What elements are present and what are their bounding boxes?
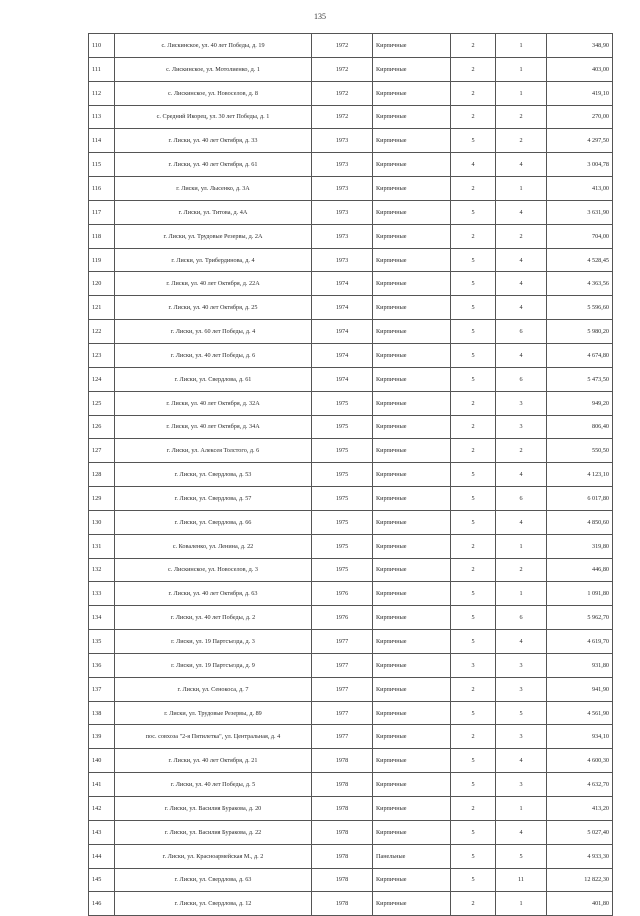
wall-material-cell: Кирпичные (373, 534, 451, 558)
table-row (89, 844, 613, 868)
wall-material-cell: Кирпичные (373, 248, 451, 272)
area-cell: 5 473,50 (547, 367, 613, 391)
address-cell: пос. совхоза "2-я Пятилетка", ул. Центральная, д. 4 (115, 725, 312, 749)
table-row (89, 391, 613, 415)
entrances-cell: 1 (496, 81, 547, 105)
wall-material-cell: Кирпичные (373, 653, 451, 677)
area-cell: 5 980,20 (547, 320, 613, 344)
floors-cell: 5 (451, 272, 496, 296)
area-cell: 941,90 (547, 677, 613, 701)
wall-material-cell: Кирпичные (373, 177, 451, 201)
wall-material-cell: Кирпичные (373, 487, 451, 511)
year-cell: 1973 (312, 153, 373, 177)
address-cell: г. Лиски, ул. 40 лет Победы, д. 5 (115, 773, 312, 797)
floors-cell: 2 (451, 34, 496, 58)
area-cell: 5 962,70 (547, 606, 613, 630)
entrances-cell: 4 (496, 272, 547, 296)
row-number: 142 (89, 797, 115, 821)
address-cell: г. Лиски, ул. 60 лет Победы, д. 4 (115, 320, 312, 344)
entrances-cell: 5 (496, 844, 547, 868)
row-number: 114 (89, 129, 115, 153)
wall-material-cell: Кирпичные (373, 630, 451, 654)
floors-cell: 5 (451, 367, 496, 391)
address-cell: с. Лискинское, ул. 40 лет Победы, д. 19 (115, 34, 312, 58)
table-row (89, 725, 613, 749)
address-cell: г. Лиски, ул. 40 лет Октября, д. 22А (115, 272, 312, 296)
row-number: 146 (89, 892, 115, 916)
address-cell: с. Лискинское, ул. Новоселов, д. 8 (115, 81, 312, 105)
area-cell: 4 528,45 (547, 248, 613, 272)
entrances-cell: 6 (496, 606, 547, 630)
floors-cell: 5 (451, 248, 496, 272)
address-cell: г. Лиски, ул. 19 Партсъезда, д. 9 (115, 653, 312, 677)
year-cell: 1974 (312, 343, 373, 367)
year-cell: 1975 (312, 415, 373, 439)
wall-material-cell: Кирпичные (373, 677, 451, 701)
entrances-cell: 3 (496, 677, 547, 701)
row-number: 139 (89, 725, 115, 749)
address-cell: г. Лиски, ул. Лысенко, д. 3А (115, 177, 312, 201)
address-cell: г. Лиски, ул. 40 лет Октября, д. 34А (115, 415, 312, 439)
area-cell: 4 297,50 (547, 129, 613, 153)
floors-cell: 2 (451, 81, 496, 105)
wall-material-cell: Кирпичные (373, 224, 451, 248)
entrances-cell: 1 (496, 892, 547, 916)
year-cell: 1975 (312, 510, 373, 534)
wall-material-cell: Кирпичные (373, 868, 451, 892)
address-cell: г. Лиски, ул. 40 лет Октября, д. 32А (115, 391, 312, 415)
address-cell: г. Лиски, ул. Красноармейская М., д. 2 (115, 844, 312, 868)
floors-cell: 2 (451, 892, 496, 916)
row-number: 124 (89, 367, 115, 391)
address-cell: г. Лиски, ул. Свердлова, д. 12 (115, 892, 312, 916)
area-cell: 3 004,78 (547, 153, 613, 177)
floors-cell: 5 (451, 749, 496, 773)
area-cell: 3 631,90 (547, 200, 613, 224)
entrances-cell: 11 (496, 868, 547, 892)
table-body (89, 34, 613, 916)
entrances-cell: 1 (496, 57, 547, 81)
year-cell: 1977 (312, 725, 373, 749)
floors-cell: 5 (451, 296, 496, 320)
area-cell: 446,80 (547, 558, 613, 582)
area-cell: 949,20 (547, 391, 613, 415)
year-cell: 1975 (312, 534, 373, 558)
table-row (89, 105, 613, 129)
address-cell: г. Лиски, ул. Свердлова, д. 63 (115, 868, 312, 892)
row-number: 132 (89, 558, 115, 582)
table-row (89, 797, 613, 821)
floors-cell: 2 (451, 797, 496, 821)
table-row (89, 630, 613, 654)
table-row (89, 34, 613, 58)
area-cell: 4 933,30 (547, 844, 613, 868)
table-row (89, 415, 613, 439)
wall-material-cell: Кирпичные (373, 391, 451, 415)
address-cell: г. Лиски, ул. Василия Буракова, д. 22 (115, 820, 312, 844)
floors-cell: 5 (451, 463, 496, 487)
year-cell: 1973 (312, 177, 373, 201)
floors-cell: 2 (451, 391, 496, 415)
year-cell: 1973 (312, 248, 373, 272)
table-row (89, 487, 613, 511)
row-number: 116 (89, 177, 115, 201)
floors-cell: 5 (451, 129, 496, 153)
table-row (89, 81, 613, 105)
address-cell: г. Лиски, ул. Трудовые Резервы, д. 89 (115, 701, 312, 725)
row-number: 131 (89, 534, 115, 558)
year-cell: 1975 (312, 439, 373, 463)
year-cell: 1974 (312, 296, 373, 320)
year-cell: 1974 (312, 367, 373, 391)
address-cell: г. Лиски, ул. Свердлова, д. 53 (115, 463, 312, 487)
area-cell: 401,80 (547, 892, 613, 916)
year-cell: 1978 (312, 892, 373, 916)
address-cell: г. Лиски, ул. 40 лет Октября, д. 61 (115, 153, 312, 177)
year-cell: 1973 (312, 224, 373, 248)
entrances-cell: 1 (496, 177, 547, 201)
table-row (89, 868, 613, 892)
row-number: 126 (89, 415, 115, 439)
row-number: 143 (89, 820, 115, 844)
floors-cell: 2 (451, 725, 496, 749)
entrances-cell: 4 (496, 248, 547, 272)
year-cell: 1974 (312, 320, 373, 344)
wall-material-cell: Кирпичные (373, 701, 451, 725)
year-cell: 1978 (312, 820, 373, 844)
address-cell: с. Коваленко, ул. Ленина, д. 22 (115, 534, 312, 558)
floors-cell: 5 (451, 630, 496, 654)
wall-material-cell: Кирпичные (373, 797, 451, 821)
page-number: 135 (314, 12, 326, 21)
wall-material-cell: Кирпичные (373, 415, 451, 439)
entrances-cell: 3 (496, 391, 547, 415)
table-row (89, 582, 613, 606)
housing-registry-table (88, 33, 613, 916)
area-cell: 1 091,80 (547, 582, 613, 606)
wall-material-cell: Кирпичные (373, 367, 451, 391)
entrances-cell: 4 (496, 200, 547, 224)
address-cell: г. Лиски, ул. Свердлова, д. 57 (115, 487, 312, 511)
table-row (89, 296, 613, 320)
year-cell: 1977 (312, 701, 373, 725)
row-number: 112 (89, 81, 115, 105)
area-cell: 419,10 (547, 81, 613, 105)
entrances-cell: 2 (496, 105, 547, 129)
floors-cell: 5 (451, 820, 496, 844)
row-number: 117 (89, 200, 115, 224)
entrances-cell: 3 (496, 725, 547, 749)
year-cell: 1977 (312, 653, 373, 677)
year-cell: 1972 (312, 105, 373, 129)
row-number: 133 (89, 582, 115, 606)
address-cell: г. Лиски, ул. Трибердинова, д. 4 (115, 248, 312, 272)
wall-material-cell: Кирпичные (373, 200, 451, 224)
row-number: 120 (89, 272, 115, 296)
year-cell: 1975 (312, 487, 373, 511)
year-cell: 1973 (312, 129, 373, 153)
row-number: 144 (89, 844, 115, 868)
floors-cell: 2 (451, 177, 496, 201)
wall-material-cell: Кирпичные (373, 343, 451, 367)
entrances-cell: 6 (496, 487, 547, 511)
row-number: 135 (89, 630, 115, 654)
year-cell: 1978 (312, 749, 373, 773)
address-cell: г. Лиски, ул. 40 лет Октября, д. 33 (115, 129, 312, 153)
table-row (89, 749, 613, 773)
floors-cell: 2 (451, 534, 496, 558)
wall-material-cell: Кирпичные (373, 81, 451, 105)
area-cell: 413,20 (547, 797, 613, 821)
entrances-cell: 4 (496, 343, 547, 367)
floors-cell: 5 (451, 701, 496, 725)
area-cell: 931,80 (547, 653, 613, 677)
row-number: 110 (89, 34, 115, 58)
area-cell: 4 632,70 (547, 773, 613, 797)
table-row (89, 320, 613, 344)
table-row (89, 343, 613, 367)
address-cell: г. Лиски, ул. Свердлова, д. 61 (115, 367, 312, 391)
year-cell: 1978 (312, 773, 373, 797)
floors-cell: 2 (451, 439, 496, 463)
year-cell: 1978 (312, 868, 373, 892)
row-number: 128 (89, 463, 115, 487)
floors-cell: 5 (451, 200, 496, 224)
wall-material-cell: Кирпичные (373, 153, 451, 177)
address-cell: г. Лиски, ул. Василия Буракова, д. 20 (115, 797, 312, 821)
area-cell: 5 596,60 (547, 296, 613, 320)
area-cell: 4 363,56 (547, 272, 613, 296)
year-cell: 1972 (312, 57, 373, 81)
table-row (89, 272, 613, 296)
floors-cell: 2 (451, 558, 496, 582)
area-cell: 4 674,80 (547, 343, 613, 367)
wall-material-cell: Кирпичные (373, 105, 451, 129)
table-row (89, 153, 613, 177)
table-row (89, 224, 613, 248)
row-number: 118 (89, 224, 115, 248)
row-number: 113 (89, 105, 115, 129)
area-cell: 270,00 (547, 105, 613, 129)
wall-material-cell: Кирпичные (373, 749, 451, 773)
entrances-cell: 2 (496, 558, 547, 582)
table-row (89, 439, 613, 463)
floors-cell: 5 (451, 320, 496, 344)
address-cell: г. Лиски, ул. 40 лет Октября, д. 25 (115, 296, 312, 320)
area-cell: 704,00 (547, 224, 613, 248)
address-cell: с. Лискинское, ул. Мотолиенко, д. 1 (115, 57, 312, 81)
floors-cell: 5 (451, 343, 496, 367)
area-cell: 934,10 (547, 725, 613, 749)
table-row (89, 57, 613, 81)
year-cell: 1975 (312, 463, 373, 487)
wall-material-cell: Кирпичные (373, 463, 451, 487)
wall-material-cell: Панельные (373, 844, 451, 868)
area-cell: 319,80 (547, 534, 613, 558)
address-cell: г. Лиски, ул. Трудовые Резервы, д. 2А (115, 224, 312, 248)
entrances-cell: 2 (496, 439, 547, 463)
row-number: 111 (89, 57, 115, 81)
wall-material-cell: Кирпичные (373, 582, 451, 606)
floors-cell: 2 (451, 57, 496, 81)
floors-cell: 5 (451, 582, 496, 606)
row-number: 119 (89, 248, 115, 272)
row-number: 115 (89, 153, 115, 177)
floors-cell: 5 (451, 844, 496, 868)
address-cell: г. Лиски, ул. 40 лет Октября, д. 21 (115, 749, 312, 773)
entrances-cell: 6 (496, 320, 547, 344)
area-cell: 348,90 (547, 34, 613, 58)
year-cell: 1975 (312, 558, 373, 582)
table-row (89, 200, 613, 224)
row-number: 130 (89, 510, 115, 534)
floors-cell: 2 (451, 677, 496, 701)
area-cell: 5 027,40 (547, 820, 613, 844)
table-row (89, 701, 613, 725)
table-row (89, 558, 613, 582)
year-cell: 1978 (312, 844, 373, 868)
floors-cell: 2 (451, 415, 496, 439)
entrances-cell: 1 (496, 797, 547, 821)
address-cell: с. Лискинское, ул. Новоселов, д. 3 (115, 558, 312, 582)
address-cell: г. Лиски, ул. Титова, д. 4А (115, 200, 312, 224)
table-row (89, 129, 613, 153)
address-cell: г. Лиски, ул. 40 лет Октября, д. 63 (115, 582, 312, 606)
area-cell: 4 561,90 (547, 701, 613, 725)
entrances-cell: 4 (496, 630, 547, 654)
wall-material-cell: Кирпичные (373, 773, 451, 797)
row-number: 145 (89, 868, 115, 892)
year-cell: 1977 (312, 677, 373, 701)
row-number: 127 (89, 439, 115, 463)
area-cell: 4 619,70 (547, 630, 613, 654)
entrances-cell: 1 (496, 582, 547, 606)
floors-cell: 5 (451, 773, 496, 797)
entrances-cell: 4 (496, 510, 547, 534)
area-cell: 806,40 (547, 415, 613, 439)
floors-cell: 5 (451, 606, 496, 630)
wall-material-cell: Кирпичные (373, 57, 451, 81)
area-cell: 4 600,30 (547, 749, 613, 773)
entrances-cell: 4 (496, 153, 547, 177)
year-cell: 1976 (312, 606, 373, 630)
year-cell: 1975 (312, 391, 373, 415)
table-row (89, 606, 613, 630)
address-cell: г. Лиски, ул. Свердлова, д. 66 (115, 510, 312, 534)
floors-cell: 4 (451, 153, 496, 177)
area-cell: 12 822,30 (547, 868, 613, 892)
year-cell: 1973 (312, 200, 373, 224)
floors-cell: 5 (451, 868, 496, 892)
address-cell: г. Лиски, ул. Сенокоса, д. 7 (115, 677, 312, 701)
entrances-cell: 4 (496, 749, 547, 773)
row-number: 137 (89, 677, 115, 701)
row-number: 140 (89, 749, 115, 773)
table-row (89, 820, 613, 844)
table-row (89, 177, 613, 201)
row-number: 129 (89, 487, 115, 511)
floors-cell: 5 (451, 487, 496, 511)
wall-material-cell: Кирпичные (373, 820, 451, 844)
address-cell: г. Лиски, ул. 40 лет Победы, д. 6 (115, 343, 312, 367)
table-row (89, 248, 613, 272)
area-cell: 6 017,80 (547, 487, 613, 511)
row-number: 141 (89, 773, 115, 797)
table-row (89, 773, 613, 797)
table-row (89, 510, 613, 534)
wall-material-cell: Кирпичные (373, 558, 451, 582)
wall-material-cell: Кирпичные (373, 272, 451, 296)
entrances-cell: 3 (496, 773, 547, 797)
area-cell: 4 123,10 (547, 463, 613, 487)
table-row (89, 677, 613, 701)
table-row (89, 892, 613, 916)
entrances-cell: 1 (496, 534, 547, 558)
address-cell: с. Средний Икорец, ул. 30 лет Победы, д. 1 (115, 105, 312, 129)
wall-material-cell: Кирпичные (373, 296, 451, 320)
floors-cell: 2 (451, 224, 496, 248)
wall-material-cell: Кирпичные (373, 439, 451, 463)
year-cell: 1976 (312, 582, 373, 606)
table-row (89, 534, 613, 558)
entrances-cell: 6 (496, 367, 547, 391)
row-number: 121 (89, 296, 115, 320)
entrances-cell: 4 (496, 296, 547, 320)
wall-material-cell: Кирпичные (373, 892, 451, 916)
year-cell: 1972 (312, 34, 373, 58)
row-number: 138 (89, 701, 115, 725)
year-cell: 1972 (312, 81, 373, 105)
wall-material-cell: Кирпичные (373, 320, 451, 344)
row-number: 123 (89, 343, 115, 367)
address-cell: г. Лиски, ул. 19 Партсъезда, д. 3 (115, 630, 312, 654)
entrances-cell: 2 (496, 224, 547, 248)
area-cell: 413,00 (547, 177, 613, 201)
year-cell: 1974 (312, 272, 373, 296)
area-cell: 403,00 (547, 57, 613, 81)
row-number: 125 (89, 391, 115, 415)
row-number: 136 (89, 653, 115, 677)
entrances-cell: 4 (496, 463, 547, 487)
floors-cell: 3 (451, 653, 496, 677)
year-cell: 1978 (312, 797, 373, 821)
row-number: 134 (89, 606, 115, 630)
row-number: 122 (89, 320, 115, 344)
floors-cell: 5 (451, 510, 496, 534)
table-row (89, 653, 613, 677)
wall-material-cell: Кирпичные (373, 725, 451, 749)
address-cell: г. Лиски, ул. 40 лет Победы, д. 2 (115, 606, 312, 630)
entrances-cell: 3 (496, 415, 547, 439)
address-cell: г. Лиски, ул. Алексея Толстого, д. 6 (115, 439, 312, 463)
area-cell: 550,50 (547, 439, 613, 463)
table-row (89, 367, 613, 391)
entrances-cell: 1 (496, 34, 547, 58)
area-cell: 4 850,60 (547, 510, 613, 534)
wall-material-cell: Кирпичные (373, 510, 451, 534)
entrances-cell: 3 (496, 653, 547, 677)
wall-material-cell: Кирпичные (373, 129, 451, 153)
entrances-cell: 4 (496, 820, 547, 844)
entrances-cell: 2 (496, 129, 547, 153)
table-row (89, 463, 613, 487)
entrances-cell: 5 (496, 701, 547, 725)
wall-material-cell: Кирпичные (373, 34, 451, 58)
wall-material-cell: Кирпичные (373, 606, 451, 630)
floors-cell: 2 (451, 105, 496, 129)
year-cell: 1977 (312, 630, 373, 654)
